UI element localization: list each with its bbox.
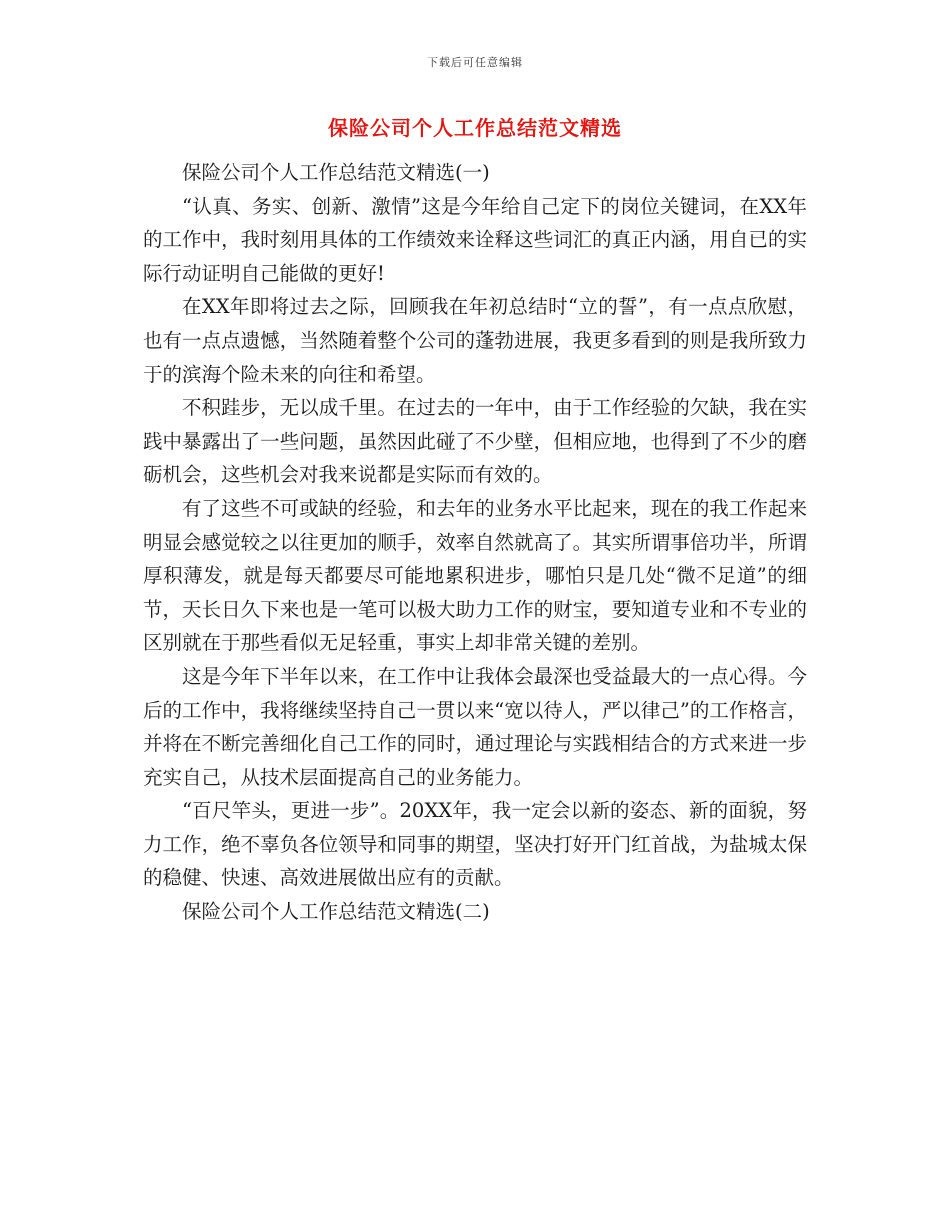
paragraph: 这是今年下半年以来，在工作中让我体会最深也受益最大的一点心得。今后的工作中，我将继续坚持自己一贯以来“宽以待人，严以律己”的工作格言，并将在不断完善细化自己工作的同时，通过理论与实践相结合的方式来进一步充实自己，从技术层面提高自己的业务能力。 <box>143 664 807 789</box>
paragraph: 有了这些不可或缺的经验，和去年的业务水平比起来，现在的我工作起来明显会感觉较之以往更加的顺手，效率自然就高了。其实所谓事倍功半，所谓厚积薄发，就是每天都要尽可能地累积进步，哪怕只是几处“微不足道”的细节，天长日久下来也是一笔可以极大助力工作的财宝，要知道专业和不专业的区别就在于那些看似无足轻重，事实上却非常关键的差别。 <box>143 496 807 655</box>
paragraph: 在XX年即将过去之际，回顾我在年初总结时“立的誓”，有一点点欣慰，也有一点点遗憾，当然随着整个公司的蓬勃进展，我更多看到的则是我所致力于的滨海个险未来的向往和希望。 <box>143 295 807 386</box>
document-body <box>143 156 807 929</box>
section-heading-1: 保险公司个人工作总结范文精选(一) <box>182 161 490 184</box>
header-note: 下载后可任意编辑 <box>427 56 523 69</box>
paragraph: 不积跬步，无以成千里。在过去的一年中，由于工作经验的欠缺，我在实践中暴露出了一些问题，虽然因此碰了不少壁，但相应地，也得到了不少的磨砺机会，这些机会对我来说都是实际而有效的。 <box>143 396 807 487</box>
section-heading-2: 保险公司个人工作总结范文精选(二) <box>182 900 490 924</box>
paragraph: “百尺竿头，更进一步”。20XX年，我一定会以新的姿态、新的面貌，努力工作，绝不辜负各位领导和同事的期望，坚决打好开门红首战，为盐城太保的稳健、快速、高效进展做出应有的贡献。 <box>143 799 807 890</box>
paragraph: “认真、务实、创新、激情”这是今年给自己定下的岗位关键词，在XX年的工作中，我时刻用具体的工作绩效来诠释这些词汇的真正内涵，用自已的实际行动证明自己能做的更好! <box>143 194 807 285</box>
document-title: 保险公司个人工作总结范文精选 <box>328 116 622 140</box>
